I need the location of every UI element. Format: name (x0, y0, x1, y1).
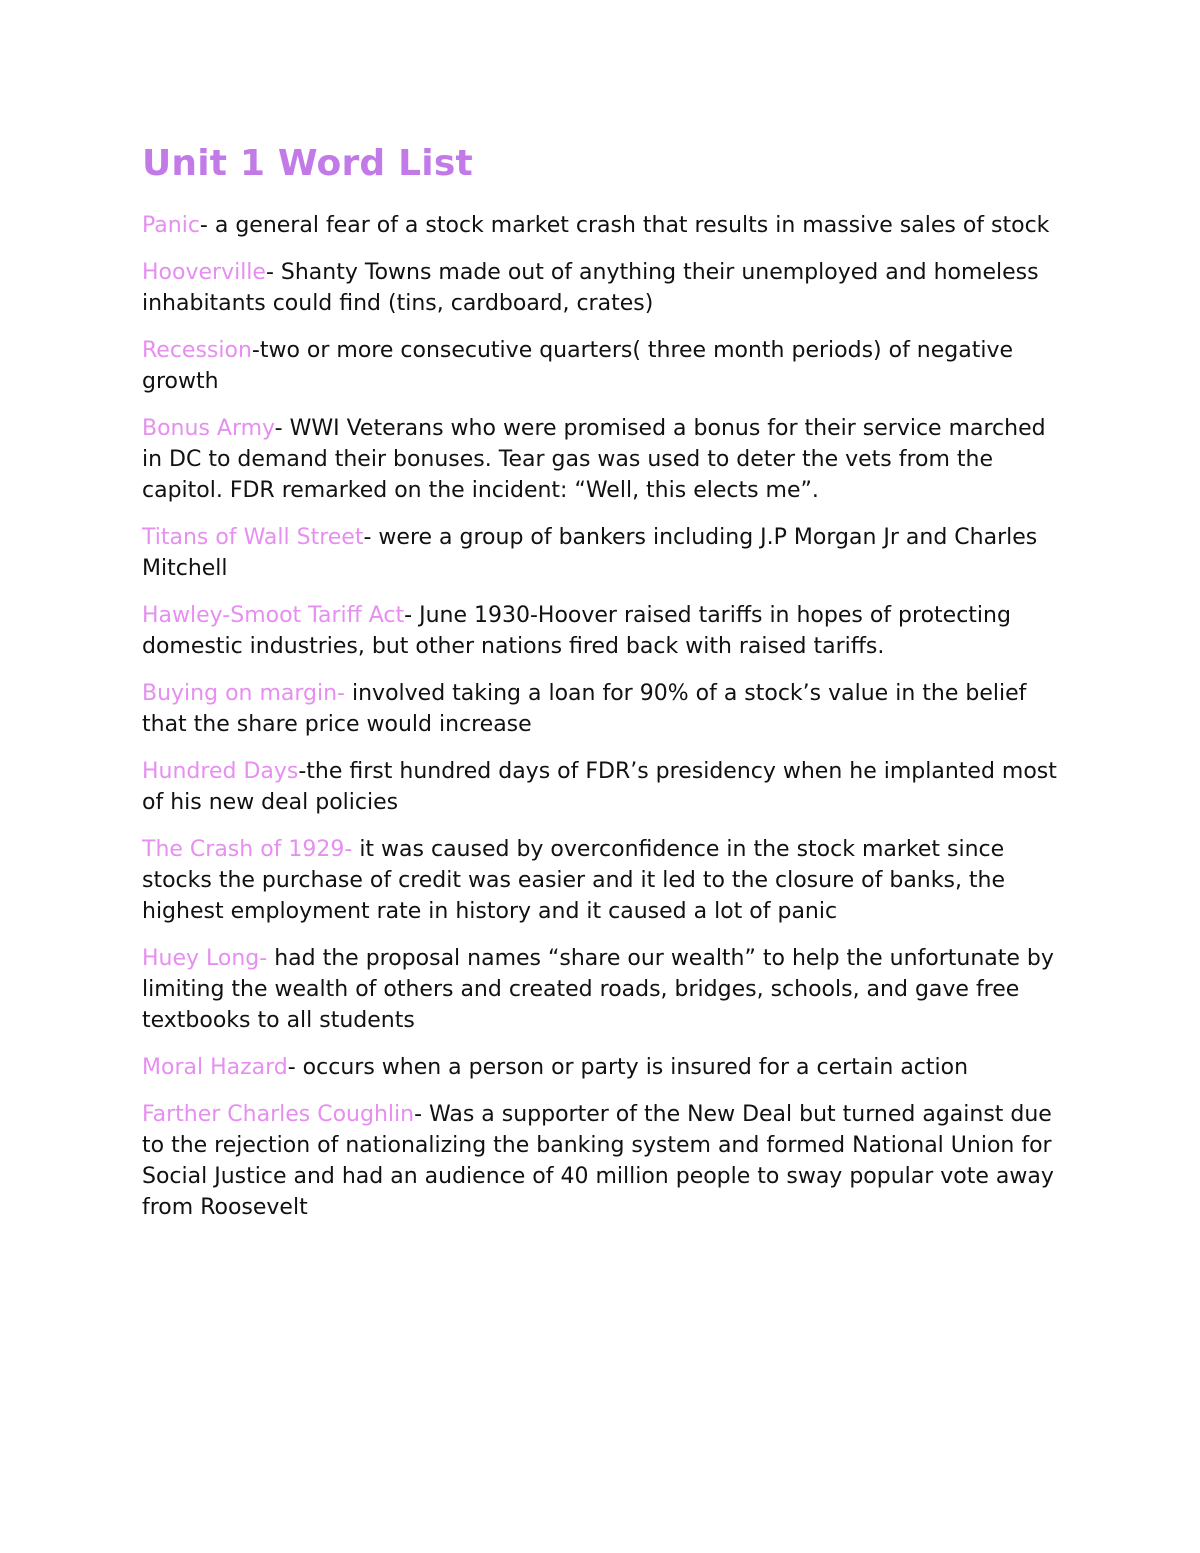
word-entry (142, 210, 1062, 241)
word-term: The Crash of 1929- (142, 837, 353, 862)
word-entry (142, 413, 1062, 506)
word-entry (142, 834, 1062, 927)
word-entry (142, 1099, 1062, 1223)
word-term: Hooverville (142, 260, 266, 285)
word-definition: - June 1930-Hoover raised tariffs in hopes of protecting domestic industries, but other nations fired back with raised tariffs. (142, 603, 1011, 659)
document-body (142, 140, 1062, 1239)
word-term: Moral Hazard (142, 1055, 288, 1080)
word-definition: it was caused by overconfidence in the stock market since stocks the purchase of credit was easier and it led to the closure of banks, the highest employment rate in history and it caused a lot of panic (142, 837, 1006, 924)
word-definition: - were a group of bankers including J.P Morgan Jr and Charles Mitchell (142, 525, 1038, 581)
word-term: Recession (142, 338, 252, 363)
document-title: Unit 1 Word List (142, 143, 473, 184)
word-entry (142, 756, 1062, 818)
word-term: Panic (142, 213, 200, 238)
word-term: Hawley-Smoot Tariff Act (142, 603, 405, 628)
word-entry (142, 335, 1062, 397)
word-definition: - Was a supporter of the New Deal but turned against due to the rejection of nationalizing the banking system and formed National Union for Social Justice and had an audience of 40 million people to sway popular vote away from Roosevelt (142, 1102, 1054, 1220)
word-definition: involved taking a loan for 90% of a stock’s value in the belief that the share price would increase (142, 681, 1027, 737)
word-entry (142, 678, 1062, 740)
word-term: Buying on margin- (142, 681, 345, 706)
word-entry (142, 1052, 1062, 1083)
word-definition: -the first hundred days of FDR’s presidency when he implanted most of his new deal policies (142, 759, 1057, 815)
word-definition: - Shanty Towns made out of anything their unemployed and homeless inhabitants could find (tins, cardboard, crates) (142, 260, 1039, 316)
word-entry (142, 943, 1062, 1036)
word-entry (142, 257, 1062, 319)
word-entry (142, 600, 1062, 662)
word-term: Huey Long- (142, 946, 268, 971)
word-definition: -two or more consecutive quarters( three month periods) of negative growth (142, 338, 1014, 394)
word-term: Titans of Wall Street (142, 525, 364, 550)
word-definition: - a general fear of a stock market crash that results in massive sales of stock (199, 213, 1050, 238)
word-entry (142, 522, 1062, 584)
word-definition: - WWI Veterans who were promised a bonus for their service marched in DC to demand their bonuses. Tear gas was used to deter the vets from the capitol. FDR remarked on the incident: “Well, this elects me”. (142, 416, 1046, 503)
word-definition: had the proposal names “share our wealth” to help the unfortunate by limiting the wealth of others and created roads, bridges, schools, and gave free textbooks to all students (142, 946, 1054, 1033)
word-term: Farther Charles Coughlin (142, 1102, 415, 1127)
word-term: Hundred Days (142, 759, 299, 784)
word-term: Bonus Army (142, 416, 275, 441)
word-definition: - occurs when a person or party is insured for a certain action (287, 1055, 969, 1080)
